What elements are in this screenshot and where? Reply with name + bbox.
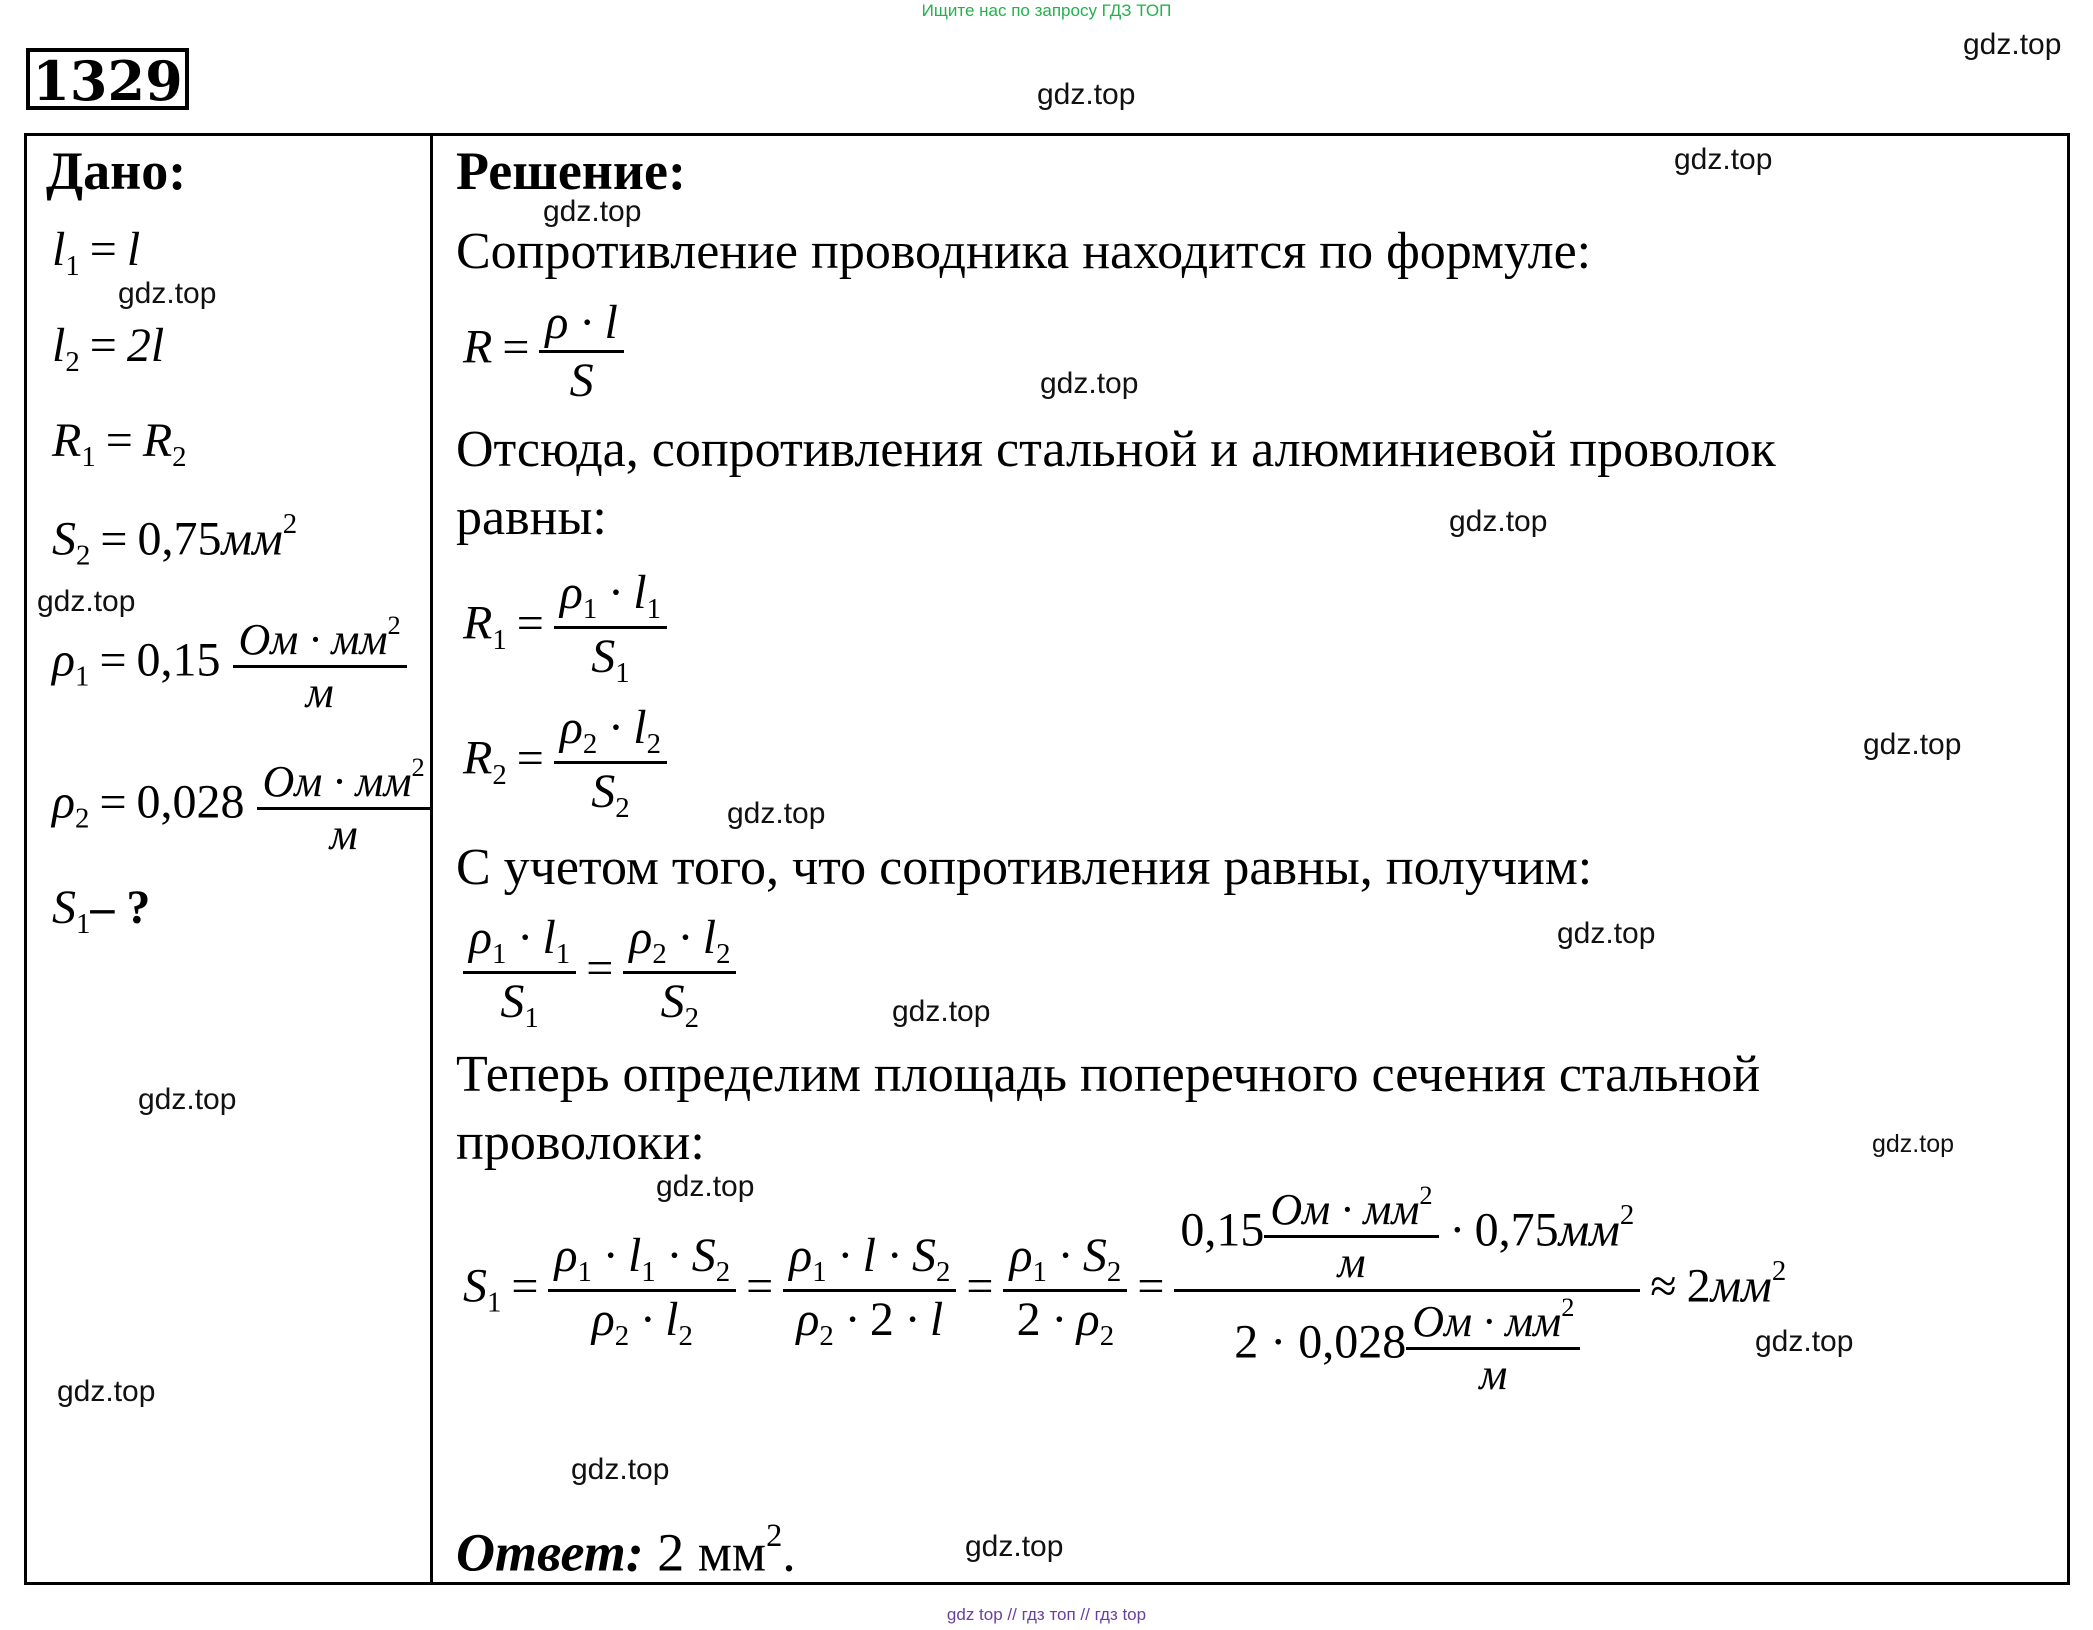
given-l2: $l_2 = 2l$ (52, 319, 165, 379)
problem-number: 1329 (26, 48, 189, 110)
watermark: gdz.top (727, 797, 826, 830)
solution-text-line: Теперь определим площадь поперечного сечения стальной (456, 1046, 1761, 1103)
watermark: gdz.top (543, 195, 642, 228)
bottom-site-links: gdz top // гдз топ // гдз top (946, 1605, 1147, 1624)
answer: Ответ: 2 $мм^2$. (456, 1518, 796, 1583)
formula-final: $S_1$ = $\frac{\rho_1 \cdot l_1 \cdot S_2}{\rho_2 \cdot l_2}$ = $\frac{\rho_1 \cdot l \cdot S_2}{\rho_2 \cdot 2 \cdot l}$ = $\frac{\rho_1 \cdot S_2}{2 \cdot \rho_2}$ = 0,15 $\frac{Ом \cdot мм^2}{м}$ · $0,75мм^2$ 2 · 0,028 $\frac{Ом \cdot мм^2}{м}$ ≈ $2мм^2$ (463, 1180, 1787, 1400)
formula-r1: $R_1$ = $\frac{\rho_1 \cdot l_1}{S_1}$ (463, 565, 667, 690)
watermark: gdz.top (138, 1083, 237, 1116)
solution-text-line: С учетом того, что сопротивления равны, получим: (456, 839, 1593, 896)
watermark: gdz.top (1963, 28, 2062, 61)
watermark: gdz.top (1040, 367, 1139, 400)
solution-text-line: равны: (456, 489, 607, 546)
watermark: gdz.top (37, 585, 136, 618)
given-l1: $l_1 = l$ (52, 223, 141, 283)
watermark: gdz.top (57, 1375, 156, 1408)
watermark: gdz.top (1755, 1325, 1854, 1358)
watermark: gdz.top (1872, 1130, 1955, 1158)
watermark: gdz.top (892, 995, 991, 1028)
watermark: gdz.top (1037, 78, 1136, 111)
top-search-hint: Ищите нас по запросу ГДЗ ТОП (921, 1, 1172, 20)
watermark: gdz.top (656, 1170, 755, 1203)
watermark: gdz.top (118, 277, 217, 310)
watermark: gdz.top (571, 1453, 670, 1486)
given-resistance-equal: $R_1 = R_2$ (52, 414, 187, 474)
watermark: gdz.top (1449, 505, 1548, 538)
formula-r2: $R_2$ = $\frac{\rho_2 \cdot l_2}{S_2}$ (463, 700, 667, 825)
watermark: gdz.top (1674, 143, 1773, 176)
watermark: gdz.top (1863, 728, 1962, 761)
given-rho1: $\rho_1 = 0,15$ $\frac{Ом \cdot мм^2}{м}$ (52, 610, 407, 719)
solution-heading: Решение: (456, 141, 686, 201)
given-find: $S_1-$ ? (52, 881, 151, 941)
watermark: gdz.top (965, 1530, 1064, 1563)
given-heading: Дано: (46, 141, 187, 201)
formula-equality: $\frac{\rho_1 \cdot l_1}{S_1}$ = $\frac{\rho_2 \cdot l_2}{S_2}$ (463, 910, 736, 1035)
given-s2: $S_2 = 0,75мм^2$ (52, 508, 298, 572)
given-rho2: $\rho_2 = 0,028$ $\frac{Ом \cdot мм^2}{м}$ (52, 752, 431, 861)
solution-text-line: Отсюда, сопротивления стальной и алюминиевой проволок (456, 421, 1776, 478)
formula-resistance: R = $\frac{\rho \cdot l}{S}$ (463, 295, 624, 408)
watermark: gdz.top (1557, 917, 1656, 950)
solution-text-line: Сопротивление проводника находится по формуле: (456, 223, 1592, 280)
solution-text-line: проволоки: (456, 1114, 705, 1171)
